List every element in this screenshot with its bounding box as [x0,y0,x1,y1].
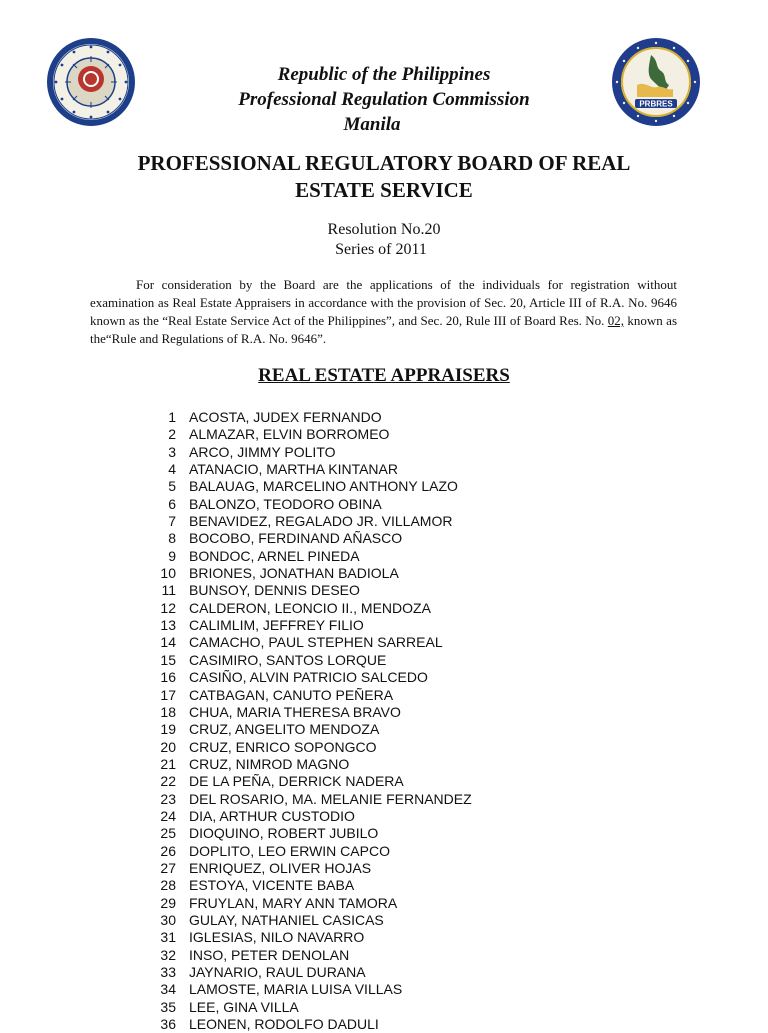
list-item-name: ALMAZAR, ELVIN BORROMEO [189,426,390,443]
list-item-name: CASIÑO, ALVIN PATRICIO SALCEDO [189,669,428,686]
list-item [140,634,700,651]
list-item-number: 28 [160,877,176,894]
list-item-name: DIA, ARTHUR CUSTODIO [189,807,355,824]
list-item-name: LEONEN, RODOLFO DADULI [189,1016,379,1033]
list-item-number: 8 [168,530,176,547]
list-item [140,773,700,790]
list-item-number: 23 [160,790,176,807]
list-item [140,513,700,530]
list-item [140,426,700,443]
list-item-name: JAYNARIO, RAUL DURANA [189,964,366,980]
list-item-name: CAMACHO, PAUL STEPHEN SARREAL [189,634,443,651]
list-item [140,565,700,582]
list-item [140,877,700,894]
list-item-name: DEL ROSARIO, MA. MELANIE FERNANDEZ [189,790,472,807]
list-item [140,999,700,1016]
section-title: REAL ESTATE APPRAISERS [258,365,510,386]
list-item-number: 36 [160,1016,176,1033]
list-item-name: INSO, PETER DENOLAN [189,946,350,963]
list-item-number: 4 [168,461,176,478]
prbres-logo-text: PRBRES [639,99,673,109]
list-item-number: 22 [160,773,176,790]
list-item-number: 29 [160,894,176,911]
paragraph-text-3: “Rule and Regulations of R.A. No. 9646”. [105,331,327,346]
list-item-number: 34 [160,981,176,998]
list-item [140,947,700,964]
list-item [140,687,700,704]
list-item-name: LEE, GINA VILLA [189,998,299,1015]
list-item [140,912,700,929]
list-item-name: ENRIQUEZ, OLIVER HOJAS [189,859,372,876]
list-item-name: CALDERON, LEONCIO II., MENDOZA [189,599,431,616]
list-item-name: BALONZO, TEODORO OBINA [189,495,382,512]
list-item [140,739,700,756]
list-item [140,530,700,547]
list-item-name: BENAVIDEZ, REGALADO JR. VILLAMOR [189,513,453,530]
resolution-number: Resolution No.20 [327,221,441,238]
list-item-number: 11 [161,582,176,599]
paragraph-underlined-resolution: 02, [607,313,625,328]
header-city: Manila [343,114,401,135]
appraiser-list [140,409,700,1033]
list-item-name: ACOSTA, JUDEX FERNANDO [189,409,382,425]
list-item-number: 21 [160,755,176,772]
list-item-number: 7 [168,513,176,530]
list-item [140,600,700,617]
list-item-number: 27 [160,859,176,876]
list-item-number: 24 [160,807,176,824]
body-paragraph [90,276,677,348]
list-item [140,582,700,599]
list-item-name: CRUZ, ENRICO SOPONGCO [189,738,377,755]
list-item-number: 31 [160,929,176,946]
list-item [140,617,700,634]
list-item-number: 14 [160,634,176,651]
list-item-name: GULAY, NATHANIEL CASICAS [189,911,384,928]
board-title [0,150,768,204]
list-item-name: CHUA, MARIA THERESA BRAVO [189,703,401,720]
list-item-name: CALIMLIM, JEFFREY FILIO [189,617,364,634]
list-item [140,860,700,877]
list-item-name: BUNSOY, DENNIS DESEO [189,582,360,599]
resolution-series: Series of 2011 [335,241,427,258]
list-item-number: 32 [160,946,176,963]
list-item [140,548,700,565]
list-item [140,808,700,825]
list-item [140,652,700,669]
list-item-number: 16 [160,669,176,686]
list-item [140,791,700,808]
list-item-number: 25 [160,825,176,842]
list-item-name: FRUYLAN, MARY ANN TAMORA [189,894,398,911]
list-item-name: BALAUAG, MARCELINO ANTHONY LAZO [189,478,458,495]
board-title-line2: ESTATE SERVICE [295,178,473,202]
list-item [140,1016,700,1033]
list-item [140,704,700,721]
list-item-number: 1 [168,409,176,425]
list-item-number: 9 [168,547,176,564]
list-item [140,825,700,842]
list-item-number: 15 [160,651,176,668]
list-item-number: 12 [160,599,176,616]
list-item-name: CRUZ, ANGELITO MENDOZA [189,721,380,738]
list-item-name: ATANACIO, MARTHA KINTANAR [189,461,398,478]
list-item [140,496,700,513]
paragraph-text-1: For consideration by the Board are the applications of the individuals for registration without examination as Real Estate Appraisers in accordance with the provision of Sec. 20, Article III of R.A. No. 9646 known as the “Real Estate Service Act of the Philippines”, and Sec. 20, Rule III of Board Res. No. [90,277,677,328]
list-item-number: 30 [160,911,176,928]
list-item [140,895,700,912]
list-item [140,843,700,860]
list-item-number: 6 [168,495,176,512]
list-item [140,669,700,686]
list-item-number: 20 [160,738,176,755]
list-item-number: 3 [168,443,176,460]
list-item-name: CASIMIRO, SANTOS LORQUE [189,651,387,668]
list-item [140,981,700,998]
list-item-name: ARCO, JIMMY POLITO [189,443,336,460]
list-item-number: 2 [168,426,176,443]
list-item-number: 17 [160,686,176,703]
list-item-name: BRIONES, JONATHAN BADIOLA [189,565,399,582]
list-item-number: 10 [160,565,176,582]
list-item [140,444,700,461]
list-item [140,461,700,478]
list-item-number: 26 [160,842,176,859]
list-item-name: DE LA PEÑA, DERRICK NADERA [189,773,404,790]
list-item-number: 13 [160,617,176,634]
list-item-name: DOPLITO, LEO ERWIN CAPCO [189,842,390,859]
list-item-name: LAMOSTE, MARIA LUISA VILLAS [189,981,403,998]
list-item-number: 19 [160,721,176,738]
list-item-number: 18 [160,703,176,720]
list-item [140,756,700,773]
list-item-name: DIOQUINO, ROBERT JUBILO [189,825,379,842]
list-item [140,964,700,981]
list-item-name: CATBAGAN, CANUTO PEÑERA [189,686,394,703]
list-item [140,478,700,495]
list-item [140,929,700,946]
header-commission: Professional Regulation Commission [238,89,530,110]
list-item-name: CRUZ, NIMROD MAGNO [189,755,350,772]
list-item-name: BONDOC, ARNEL PINEDA [189,547,360,564]
list-item [140,721,700,738]
list-item-number: 35 [160,998,176,1015]
list-item-number: 33 [160,964,176,980]
list-item [140,409,700,426]
list-item-name: BOCOBO, FERDINAND AÑASCO [189,530,403,547]
list-item-name: ESTOYA, VICENTE BABA [189,877,355,894]
header-republic: Republic of the Philippines [277,64,491,85]
paragraph-text-2: known as the [90,313,678,346]
list-item-number: 5 [168,478,176,495]
list-item-name: IGLESIAS, NILO NAVARRO [189,929,365,946]
board-title-line1: PROFESSIONAL REGULATORY BOARD OF REAL [137,151,631,175]
